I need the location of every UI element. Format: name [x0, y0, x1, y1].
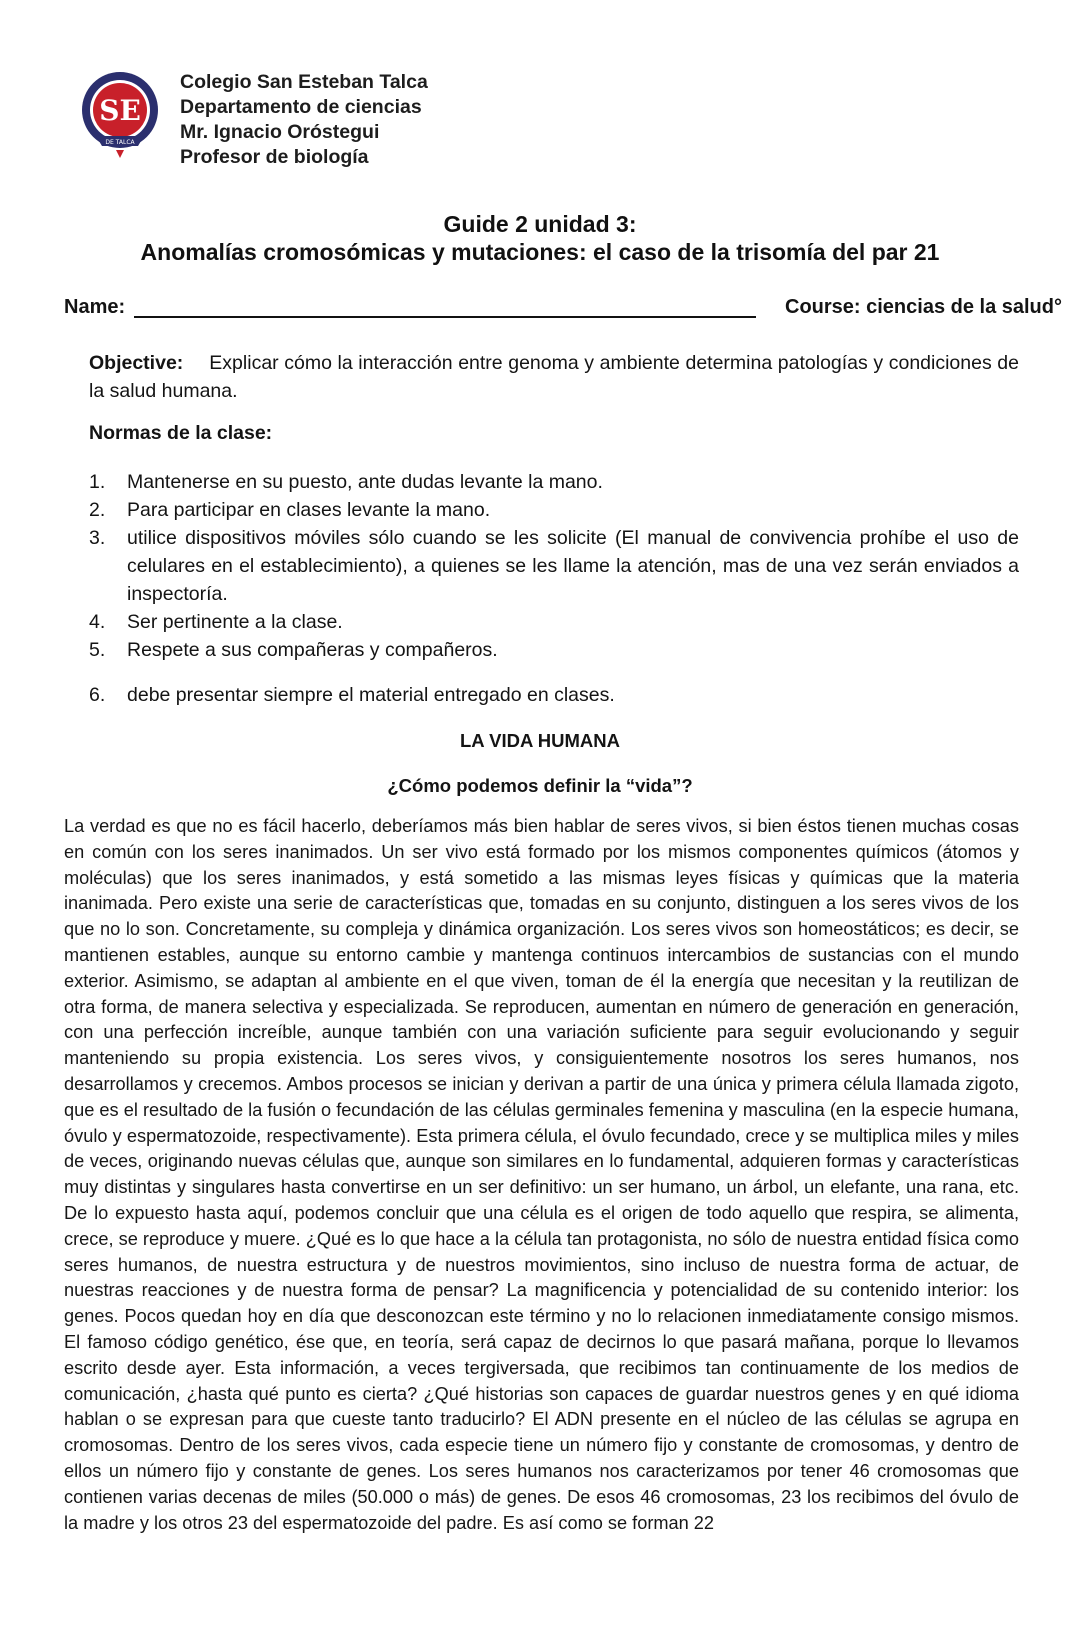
school-header: [78, 70, 428, 170]
list-item: [89, 468, 1019, 496]
class-rules-title: Normas de la clase:: [89, 422, 273, 444]
list-item-number: 3.: [89, 527, 106, 549]
course-label: Course: ciencias de la salud°: [785, 296, 1062, 318]
list-item-number: 1.: [89, 471, 106, 493]
department-name: Departamento de ciencias: [180, 96, 422, 118]
list-item-text: Para participar en clases levante la mano.: [127, 499, 491, 521]
list-item-text: debe presentar siempre el material entregado en clases.: [127, 684, 615, 706]
name-label: Name:: [64, 296, 126, 318]
name-blank-line[interactable]: [134, 316, 756, 318]
list-item: [89, 524, 1019, 608]
list-item-text: utilice dispositivos móviles sólo cuando se les solicite (El manual de convivencia prohíbe el uso de celulares en el establecimiento), a quienes se les llame la atención, mas de una vez serán enviados a inspectoría.: [127, 527, 1019, 605]
teacher-role: Profesor de biología: [180, 146, 369, 168]
body-paragraph: La verdad es que no es fácil hacerlo, deberíamos más bien hablar de seres vivos, si bien éstos tienen muchas cosas en común con los seres inanimados. Un ser vivo está formado por los mismos componentes químicos (átomos y moléculas) que los seres inanimados, y está sometido a las mismas leyes físicas y químicas que la materia inanimada. Pero existe una serie de características que, tomadas en su conjunto, distinguen a los seres vivos de los que no lo son. Concretamente, su compleja y dinámica organización. Los seres vivos son homeostáticos; es decir, se mantienen estables, aunque su entorno cambie y mantenga continuos intercambios de sustancias con el mundo exterior. Asimismo, se adaptan al ambiente en el que viven, toman de él la energía que necesitan y la reutilizan de otra forma, de manera selectiva y especializada. Se reproducen, aumentan en número de generación en generación, con una perfección increíble, aunque también con una variación suficiente para seguir evolucionando y seguir manteniendo su propia existencia. Los seres vivos, y consiguientemente nosotros los seres humanos, nos desarrollamos y crecemos. Ambos procesos se inician y derivan a partir de una única y primera célula llamada zigoto, que es el resultado de la fusión o fecundación de las células germinales femenina y masculina (en la especie humana, óvulo y espermatozoide, respectivamente). Esta primera célula, el óvulo fecundado, crece y se multiplica miles y miles de veces, originando nuevas células que, aunque son similares en lo fundamental, adquieren formas y características muy distintas y singulares hasta convertirse en un ser definitivo: un ser humano, un árbol, un elefante, una rana, etc. De lo expuesto hasta aquí, podemos concluir que una célula es el origen de todo aquello que respira, se alimenta, crece, se reproduce y muere. ¿Qué es lo que hace a la célula tan protagonista, no sólo de nuestra entidad física como seres humanos, de nuestra estructura y de nuestros movimientos, sino incluso de nuestra forma de actuar, de nuestras reacciones y de nuestra forma de pensar? La magnificencia y potencialidad de su contenido interior: los genes. Pocos quedan hoy en día que desconozcan este término y no lo relacionen inmediatamente consigo mismos. El famoso código genético, ése que, en teoría, será capaz de decirnos lo que pasará mañana, porque lo llevamos escrito desde ayer. Esta información, a veces tergiversada, que recibimos tan continuamente de los medios de comunicación, ¿hasta qué punto es cierta? ¿Qué historias son capaces de guardar nuestros genes y en qué idioma hablan o se expresan para que cueste tanto traducirlo? El ADN presente en el núcleo de las células se agrupa en cromosomas. Dentro de los seres vivos, cada especie tiene un número fijo y constante de cromosomas, y dentro de ellos un número fijo y constante de genes. Los seres humanos nos caracterizamos por tener 46 cromosomas que contienen varias decenas de miles (50.000 o más) de genes. De esos 46 cromosomas, 23 los recibimos del óvulo de la madre y los otros 23 del espermatozoide del padre. Es así como se forman 22: [64, 816, 1019, 1533]
list-item: [89, 496, 1019, 524]
list-item-text: Respete a sus compañeras y compañeros.: [127, 639, 498, 661]
list-item: [89, 681, 1019, 709]
list-item-number: 2.: [89, 499, 106, 521]
school-info: [180, 70, 428, 170]
list-item-number: 4.: [89, 611, 106, 633]
objective-text: Explicar cómo la interacción entre genoma y ambiente determina patologías y condiciones de la salud humana.: [89, 352, 1019, 402]
list-item-text: Mantenerse en su puesto, ante dudas levante la mano.: [127, 471, 603, 493]
list-item-number: 6.: [89, 684, 106, 706]
guide-subtitle: Anomalías cromosómicas y mutaciones: el caso de la trisomía del par 21: [140, 239, 940, 265]
objective-label: Objective:: [89, 352, 184, 374]
list-item: [89, 608, 1019, 636]
section-heading: LA VIDA HUMANA: [460, 730, 620, 751]
objective-block: [89, 349, 1019, 405]
school-crest-icon: [78, 70, 162, 162]
school-name: Colegio San Esteban Talca: [180, 71, 428, 93]
section-subheading: ¿Cómo podemos definir la “vida”?: [387, 775, 693, 796]
list-item-number: 5.: [89, 639, 106, 661]
list-item: [89, 636, 1019, 664]
teacher-name: Mr. Ignacio Oróstegui: [180, 121, 380, 143]
list-item-text: Ser pertinente a la clase.: [127, 611, 343, 633]
logo-initials: SE: [99, 94, 141, 127]
class-rules-list: [89, 468, 1019, 709]
logo-banner-text: DE TALCA: [105, 139, 135, 146]
guide-title: Guide 2 unidad 3:: [443, 211, 637, 237]
